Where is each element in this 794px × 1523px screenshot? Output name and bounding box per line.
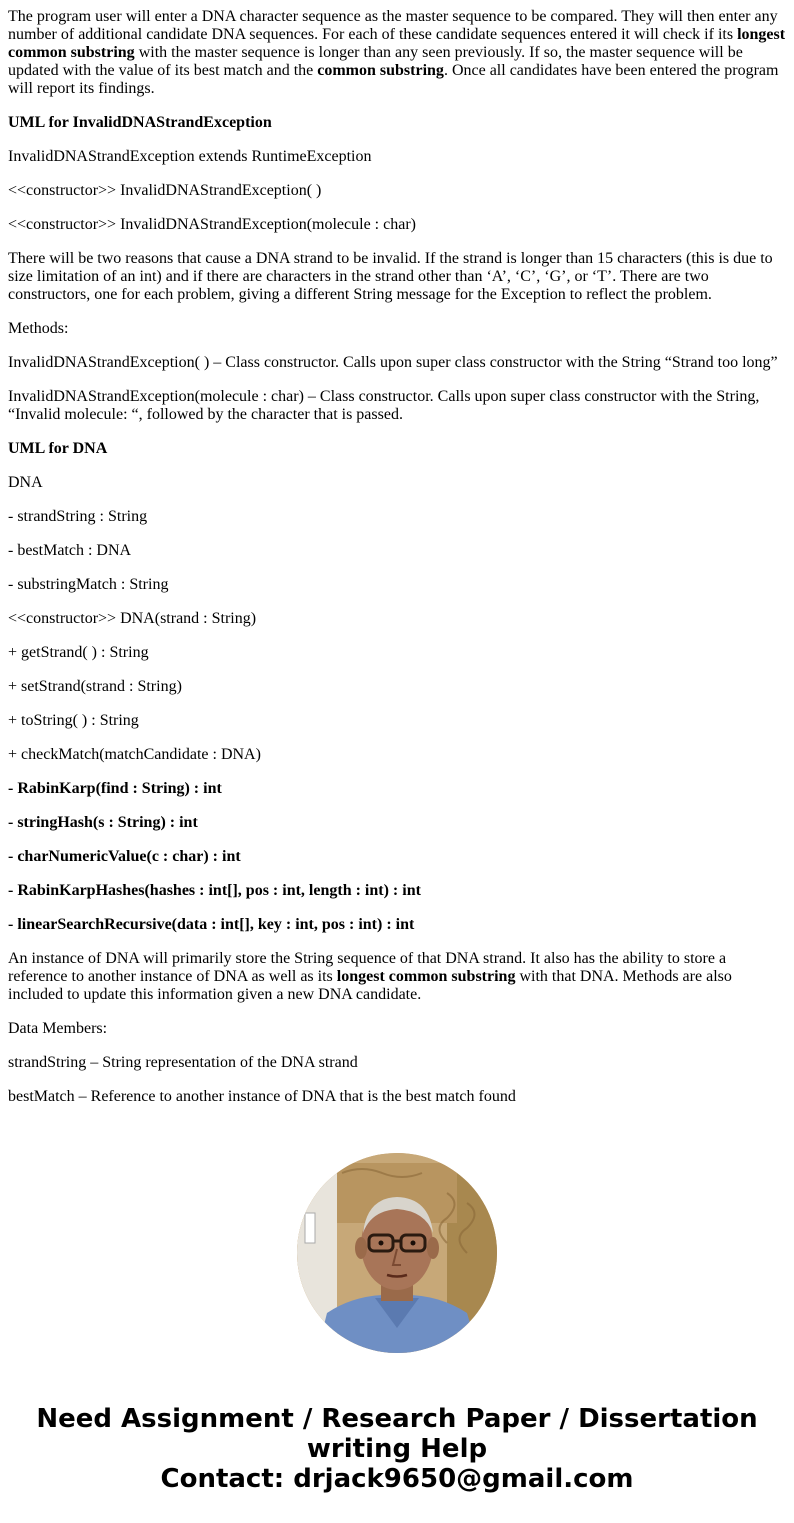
dna-private-method xyxy=(8,848,788,866)
dna-member: + setStrand(strand : String) xyxy=(8,678,182,695)
dna-description xyxy=(8,950,788,1004)
dna-private-method-text: - linearSearchRecursive(data : int[], key : int, pos : int) : int xyxy=(8,916,415,933)
dna-field: - bestMatch : DNA xyxy=(8,542,132,559)
dna-member: + toString( ) : String xyxy=(8,712,139,729)
dna-private-method-text: - RabinKarpHashes(hashes : int[], pos : int, length : int) : int xyxy=(8,882,421,899)
dna-description-text-2: with that DNA. Methods are also included to update this information given a new DNA candidate. xyxy=(8,968,736,1003)
exception-heading-text: UML for InvalidDNAStrandException xyxy=(8,114,272,131)
dna-private-method xyxy=(8,916,788,934)
dna-private-method xyxy=(8,882,788,900)
exception-method-2: InvalidDNAStrandException(molecule : char) – Class constructor. Calls upon super class constructor with the String, “Invalid molecule: “, followed by the character that is passed. xyxy=(8,388,764,423)
exception-ctor-2: <<constructor>> InvalidDNAStrandException(molecule : char) xyxy=(8,216,416,233)
dna-heading-text: UML for DNA xyxy=(8,440,108,457)
dna-private-method xyxy=(8,780,788,798)
dna-heading xyxy=(8,440,788,458)
exception-methods-label: Methods: xyxy=(8,320,69,337)
dna-description-bold: longest common substring xyxy=(336,968,516,985)
dna-member: <<constructor>> DNA(strand : String) xyxy=(8,610,257,627)
author-portrait xyxy=(297,1153,497,1353)
intro-text-1: The program user will enter a DNA character sequence as the master sequence to be compared. They will then enter any number of additional candidate DNA sequences. For each of these candidate sequences entered it will check if its xyxy=(8,8,782,43)
dna-private-method-text: - RabinKarp(find : String) : int xyxy=(8,780,222,797)
data-members-label: Data Members: xyxy=(8,1020,108,1037)
dna-member: + checkMatch(matchCandidate : DNA) xyxy=(8,746,261,763)
data-member-2: bestMatch – Reference to another instance of DNA that is the best match found xyxy=(8,1088,516,1105)
exception-class-decl: InvalidDNAStrandException extends RuntimeException xyxy=(8,148,372,165)
dna-member: + getStrand( ) : String xyxy=(8,644,149,661)
promo-line-1: Need Assignment / Research Paper / Dissertation xyxy=(36,1404,758,1434)
exception-description: There will be two reasons that cause a DNA strand to be invalid. If the strand is longer than 15 characters (this is due to size limitation of an int) and if there are characters in the strand other than ‘A’, ‘C’, ‘G’, or ‘T’. There are two constructors, one for each problem, giving a different String message for the Exception to reflect the problem. xyxy=(8,250,777,303)
dna-private-method xyxy=(8,814,788,832)
intro-bold-1: longest common substring xyxy=(8,26,790,61)
data-member-1: strandString – String representation of the DNA strand xyxy=(8,1054,358,1071)
exception-method-1: InvalidDNAStrandException( ) – Class constructor. Calls upon super class constructor with the String “Strand too long” xyxy=(8,354,778,371)
dna-description-text-1: An instance of DNA will primarily store the String sequence of that DNA strand. It also has the ability to store a reference to another instance of DNA as well as its xyxy=(8,950,731,985)
author-avatar xyxy=(297,1153,497,1353)
promo-line-2: writing Help xyxy=(306,1434,488,1464)
document-body xyxy=(8,8,788,1122)
dna-class-name: DNA xyxy=(8,474,43,491)
intro-paragraph xyxy=(8,8,788,98)
exception-heading xyxy=(8,114,788,132)
dna-field: - strandString : String xyxy=(8,508,148,525)
exception-ctor-1: <<constructor>> InvalidDNAStrandException( ) xyxy=(8,182,322,199)
promo-banner xyxy=(0,1404,794,1494)
intro-text-2: with the master sequence is longer than any seen previously. If so, the master sequence will be updated with the value of its best match and the xyxy=(8,44,747,79)
dna-field: - substringMatch : String xyxy=(8,576,169,593)
intro-bold-2: common substring xyxy=(317,62,444,79)
dna-private-method-text: - charNumericValue(c : char) : int xyxy=(8,848,241,865)
intro-text-3: . Once all candidates have been entered the program will report its findings. xyxy=(8,62,783,97)
promo-contact: Contact: drjack9650@gmail.com xyxy=(160,1464,634,1494)
dna-private-method-text: - stringHash(s : String) : int xyxy=(8,814,198,831)
